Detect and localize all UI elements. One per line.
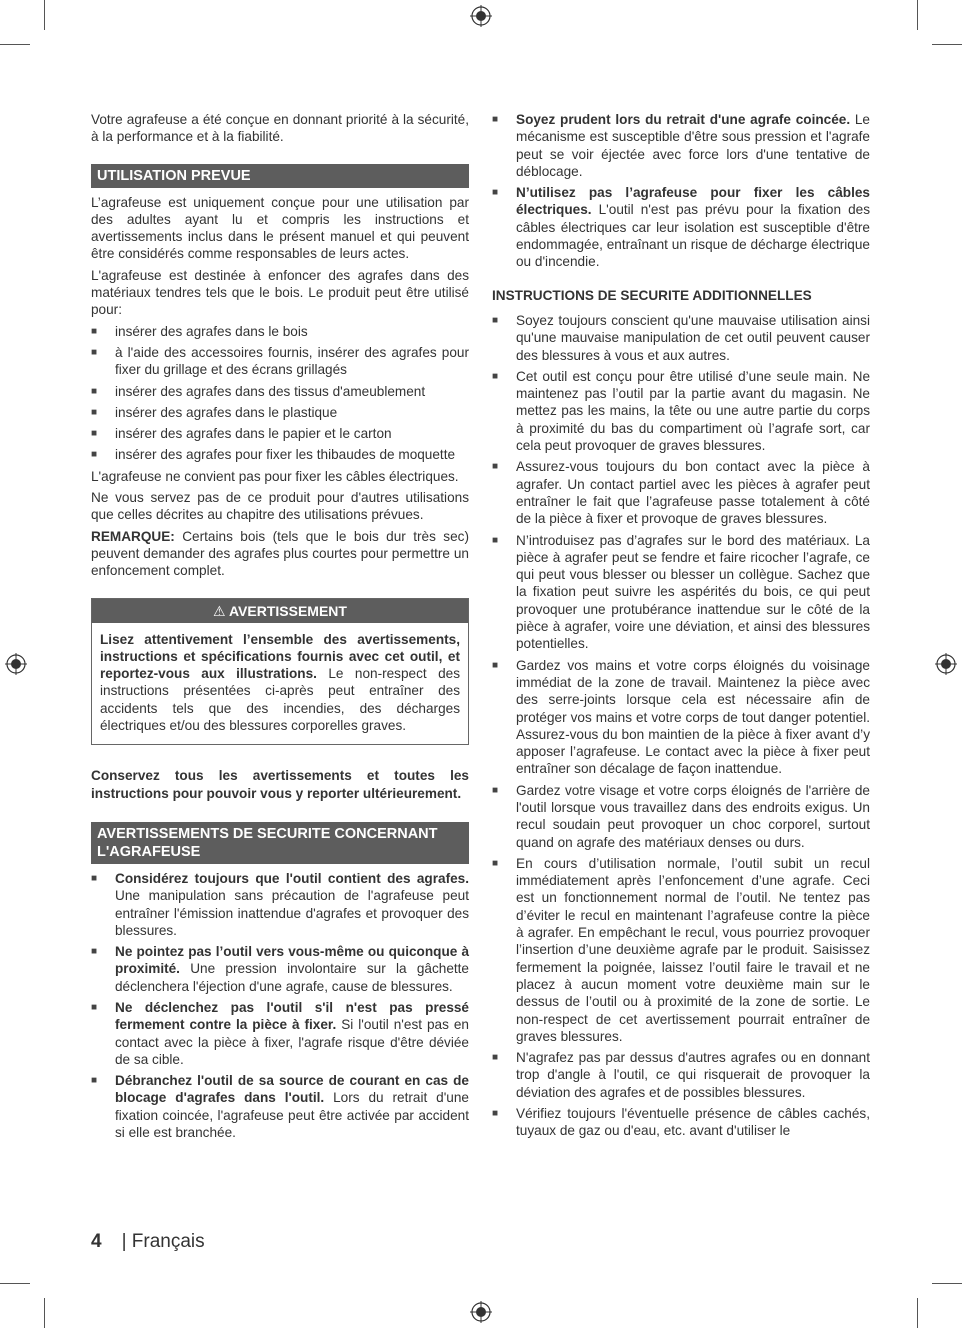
item-text: L'outil n'est pas prévu pour la fixation des câbles électriques car leur isolation est susceptible d'être endommagée, entraînant un risque de décharge électrique ou d'incendie. [516, 202, 870, 270]
remark-paragraph [91, 528, 469, 580]
registration-mark-icon [935, 653, 957, 675]
crop-mark [44, 1298, 45, 1328]
list-item [91, 344, 469, 379]
list-item [492, 855, 870, 1045]
warning-bold-text: Lisez attentivement l’ensemble des avertissements, instructions et spécifications fournis avec cet outil, et reportez-vous aux illustrations. [100, 631, 460, 682]
list-item [492, 111, 870, 180]
list-item-text: En cours d’utilisation normale, l’outil subit un recul immédiatement après l’enfoncement d’une agrafe. Ceci est un fonctionnement normal de l’outil. Ne tentez pas d’éviter le recul en maintenant l’agrafeuse contre la pièce à agrafer. En empêchant le recul, vous pourriez provoquer l’insertion d’une deuxième agrafe par le produit. Saisissez fermement la poignée, laissez l’outil faire le travail et ne placez à aucun moment votre deuxième main sur le dessus de l’outil ou à proximité de la zone de sortie. Le non-respect de cet avertissement pourrait entraîner de graves blessures. [516, 855, 870, 1044]
square-bullet-icon: ■ [492, 784, 499, 796]
list-item [492, 782, 870, 851]
item-text: Le mécanisme est susceptible d'être sous pression et l'agrafe peut se voir éjectée avec force lors d'une tentative de déblocage. [516, 112, 870, 179]
registration-mark-icon [470, 5, 492, 27]
square-bullet-icon: ■ [492, 114, 499, 125]
square-bullet-icon: ■ [492, 1108, 499, 1120]
crop-mark [932, 1283, 962, 1284]
remark-label: REMARQUE: [91, 528, 175, 544]
intro-paragraph: Votre agrafeuse a été conçue en donnant priorité à la sécurité, à la performance et à la fiabilité. [91, 112, 469, 145]
list-item [492, 184, 870, 270]
list-item [492, 1049, 870, 1101]
square-bullet-icon: ■ [492, 1052, 499, 1064]
list-item [91, 943, 469, 995]
list-item [91, 870, 469, 939]
square-bullet-icon: ■ [91, 946, 98, 958]
list-item-text: Gardez vos mains et votre corps éloignés du voisinage immédiat de la zone de travail. Maintenez la pièce avec des serre-joints lorsque cela est nécessaire afin de protéger vos mains et votre corps de tout danger potentiel. Assurez-vous du bon maintien de la pièce à fixer avant d’y apposer l’agrafeuse. Le contact avec la pièce à fixer peut entraîner son décalage de façon inattendue. [516, 657, 870, 777]
list-item-text: N'agrafez pas par dessus d'autres agrafes ou en donnant trop d'angle à l'outil, ce qui risquerait de provoquer la déviation des agrafes et de possibles blessures. [516, 1050, 870, 1100]
warning-body [92, 623, 468, 745]
list-item [91, 446, 469, 463]
warning-box [91, 598, 469, 746]
square-bullet-icon: ■ [492, 534, 499, 546]
list-item-text: insérer des agrafes dans le plastique [115, 404, 338, 420]
section-title-intended-use: UTILISATION PREVUE [91, 164, 469, 188]
registration-mark-icon [470, 1301, 492, 1323]
list-item-text: insérer des agrafes dans le papier et le carton [115, 426, 392, 442]
square-bullet-icon: ■ [492, 187, 499, 199]
page-number: 4 [91, 1231, 102, 1252]
list-item-text: à l'aide des accessoires fournis, insérer des agrafes pour fixer du grillage et des écrans grillagés [115, 344, 469, 378]
item-text: Si l'outil n'est pas en contact avec la pièce à fixer, l'agrafe risque d'être déviée de sa cible. [115, 1017, 469, 1067]
paragraph: L'agrafeuse ne convient pas pour fixer les câbles électriques. [91, 468, 459, 484]
section-title-additional: INSTRUCTIONS DE SECURITE ADDITIONNELLES [492, 287, 812, 303]
square-bullet-icon: ■ [91, 428, 98, 440]
square-bullet-icon: ■ [492, 857, 499, 869]
square-bullet-icon: ■ [91, 1001, 98, 1013]
uses-list [91, 323, 469, 464]
list-item [492, 458, 870, 527]
list-item [492, 368, 870, 454]
page-footer [91, 1231, 205, 1253]
item-bold: Ne déclenchez pas l'outil s'il n'est pas pressé fermement contre la pièce à fixer. [115, 999, 469, 1033]
item-text: Une manipulation sans précaution de l'agrafeuse peut entraîner l'émission inattendue d'agrafes et provoquer des blessures. [115, 888, 469, 938]
square-bullet-icon: ■ [492, 314, 499, 326]
list-item-text: Soyez toujours conscient qu'une mauvaise utilisation ainsi qu'une mauvaise manipulation de cet outil peuvent causer des blessures à vous et aux autres. [516, 312, 870, 363]
item-bold: Soyez prudent lors du retrait d'une agrafe coincée. [516, 112, 851, 127]
warning-text: Le non-respect des instructions présentées ci-après peut entraîner des accidents tels que des incendies, des décharges électriques et/ou des blessures corporelles graves. [100, 666, 461, 734]
square-bullet-icon: ■ [492, 659, 499, 671]
safety-list [91, 870, 469, 1141]
list-item-text: Assurez-vous toujours du bon contact avec la pièce à agrafer. Un contact partiel avec les pièces à agrafer peut entraîner le fait que l’agrafeuse passe totalement à côté de la pièce à fixer et provoque de graves blessures. [516, 459, 870, 527]
right-column [492, 111, 870, 1144]
square-bullet-icon: ■ [492, 370, 499, 382]
footer-language: | Français [121, 1231, 205, 1252]
list-item-text: Vérifiez toujours l'éventuelle présence de câbles cachés, tuyaux de gaz ou d'eau, etc. avant d'utiliser le [516, 1106, 870, 1139]
list-item [492, 1105, 870, 1140]
square-bullet-icon: ■ [91, 346, 98, 358]
item-bold: Débranchez l'outil de sa source de courant en cas de blocage d'agrafes dans l'outil. [115, 1073, 469, 1106]
crop-mark [0, 1283, 30, 1284]
item-bold: Ne pointez pas l’outil vers vous-même ou quiconque à proximité. [115, 944, 469, 977]
list-item-text: insérer des agrafes dans des tissus d'ameublement [115, 383, 426, 399]
registration-mark-icon [5, 653, 27, 675]
crop-mark [917, 0, 918, 30]
list-item [91, 425, 469, 442]
list-item-text: Cet outil est conçu pour être utilisé d’une seule main. Ne maintenez pas l’outil par la partie avant du magasin. Ne mettez pas les mains, la tête ou une autre partie du corps à proximité du bas du compartiment où l’agrafe sort, car cela peut provoquer de graves blessures. [516, 368, 870, 454]
list-item [91, 404, 469, 421]
list-item [91, 1072, 469, 1141]
warning-header [92, 599, 468, 623]
additional-list [492, 312, 870, 1140]
list-item [91, 323, 469, 340]
paragraph: L’agrafeuse est uniquement conçue pour une utilisation par des adultes ayant lu et compris les instructions et avertissements inclus dans le présent manuel et qui peuvent être considérés comme responsables de leurs actes. [91, 194, 469, 262]
section-title-safety: AVERTISSEMENTS DE SECURITE CONCERNANT L'AGRAFEUSE [91, 822, 469, 864]
square-bullet-icon: ■ [91, 385, 98, 397]
crop-mark [0, 44, 30, 45]
square-bullet-icon: ■ [91, 449, 98, 461]
list-item [91, 383, 469, 400]
list-item [492, 532, 870, 653]
crop-mark [44, 0, 45, 30]
left-column [91, 111, 469, 1145]
square-bullet-icon: ■ [91, 325, 98, 337]
list-item-text: Gardez votre visage et votre corps éloignés de l'arrière de l'outil lorsque vous travaillez dans des endroits exigus. Un recul soudain peut provoquer un choc corporel, surtout quand on agrafe des matériaux denses ou durs. [516, 782, 870, 850]
list-item [91, 999, 469, 1068]
list-item [492, 312, 870, 364]
item-text: Lors du retrait d'une fixation coincée, l'agrafeuse peut être activée par accident si elle est branchée. [115, 1090, 469, 1141]
list-item-text: insérer des agrafes dans le bois [115, 323, 308, 339]
warning-triangle-icon: ⚠ [213, 602, 226, 619]
item-bold: Considérez toujours que l'outil contient des agrafes. [115, 870, 469, 886]
square-bullet-icon: ■ [91, 406, 98, 418]
crop-mark [917, 1298, 918, 1328]
item-text: Une pression involontaire sur la gâchette déclenchera l'éjection d'une agrafe, cause de blessures. [115, 961, 469, 994]
warning-title: AVERTISSEMENT [228, 602, 347, 619]
paragraph: L'agrafeuse est destinée à enfoncer des agrafes dans des matériaux tendres tels que le bois. Le produit peut être utilisé pour: [91, 267, 469, 318]
square-bullet-icon: ■ [91, 872, 98, 884]
list-item-text: N’introduisez pas d’agrafes sur le bord des matériaux. La pièce à agrafer peut se fendre et faire ricocher l’agrafe, ce qui peut vous blesser ou blesser un collègue. Sachez que la fixation peut suivre les aspérités du bois, ce qui peut provoquer une protubérance inattendue sur le côté de la pièce à agrafer, voire une déviation, et ainsi des blessures potentielles. [516, 532, 870, 652]
list-item [492, 657, 870, 778]
keep-notice: Conservez tous les avertissements et toutes les instructions pour pouvoir vous y reporter ultérieurement. [91, 768, 469, 801]
crop-mark [932, 44, 962, 45]
paragraph: Ne vous servez pas de ce produit pour d'autres utilisations que celles décrites au chapitre des utilisations prévues. [91, 490, 469, 523]
square-bullet-icon: ■ [492, 461, 499, 473]
list-item-text: insérer des agrafes pour fixer les thibaudes de moquette [115, 447, 456, 463]
square-bullet-icon: ■ [91, 1075, 98, 1087]
item-bold: N’utilisez pas l’agrafeuse pour fixer les câbles électriques. [516, 185, 870, 218]
remark-text: Certains bois (tels que le bois dur très sec) peuvent demander des agrafes plus courtes pour permettre un enfoncement complet. [91, 528, 469, 579]
safety-list-continued [492, 111, 870, 271]
